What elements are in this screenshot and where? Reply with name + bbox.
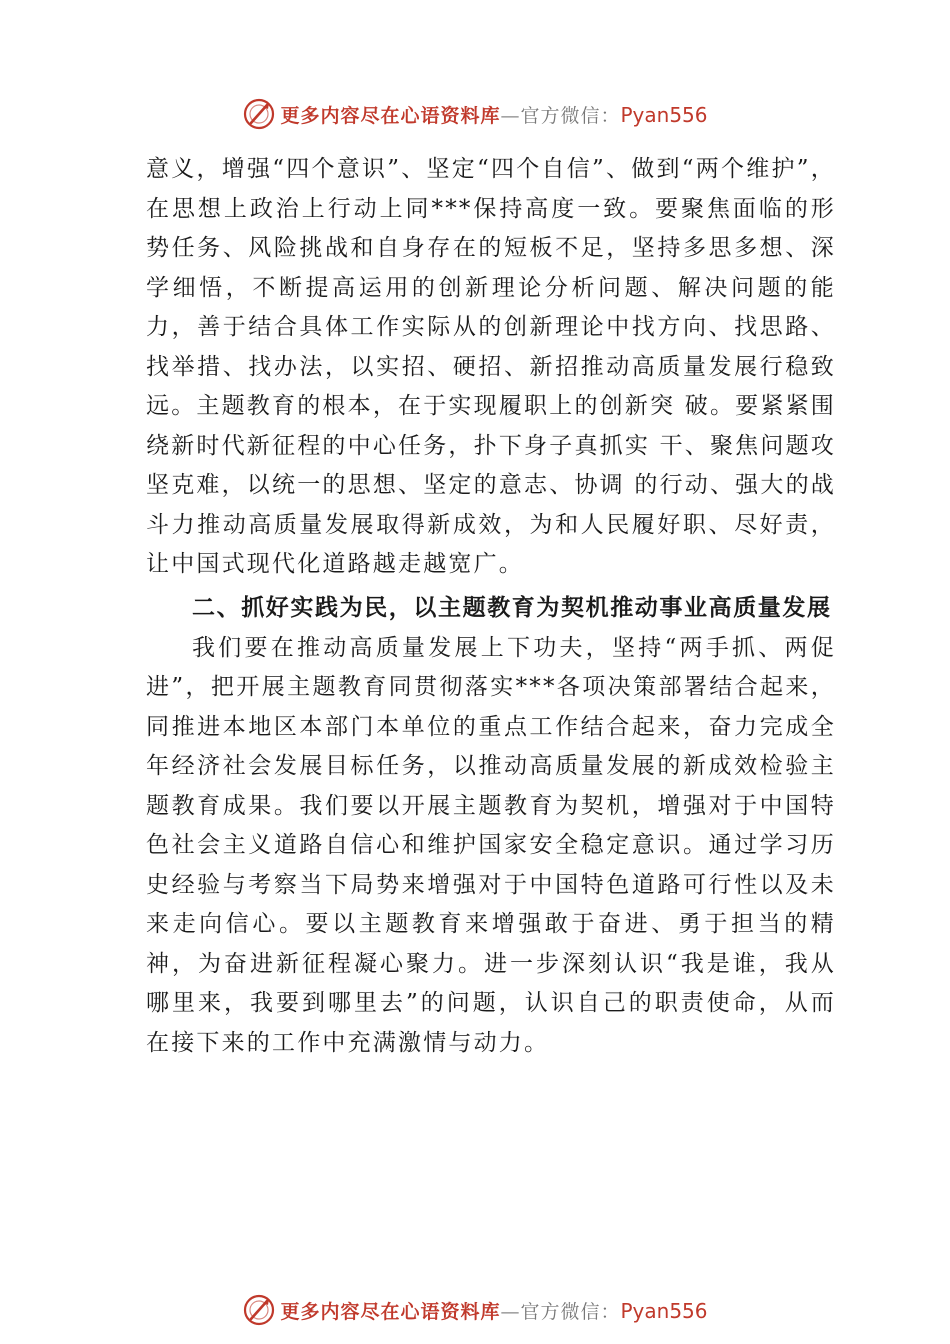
watermark-text	[280, 101, 707, 128]
watermark-text	[280, 1297, 707, 1324]
watermark-dash: —	[500, 104, 521, 127]
logo-icon	[242, 97, 276, 131]
document-body	[146, 150, 836, 1063]
watermark-id: Pyan556	[620, 1298, 708, 1323]
watermark-id: Pyan556	[620, 102, 708, 127]
header-watermark	[0, 94, 950, 134]
logo-icon	[242, 1293, 276, 1327]
paragraph-2: 我们要在推动高质量发展上下功夫，坚持“两手抓、两促进”，把开展主题教育同贯彻落实***各项决策部署结合起来，同推进本地区本部门本单位的重点工作结合起来，奋力完成全年经济社会发展目标任务，以推动高质量发展的新成效检验主题教育成果。我们要以开展主题教育为契机，增强对于中国特色社会主义道路自信心和维护国家安全稳定意识。通过学习历史经验与考察当下局势来增强对于中国特色道路可行性以及未来走向信心。要以主题教育来增强敢于奋进、勇于担当的精神，为奋进新征程凝心聚力。进一步深刻认识“我是谁，我从哪里来，我要到哪里去”的问题，认识自己的职责使命，从而在接下来的工作中充满激情与动力。	[146, 634, 836, 1056]
section-heading-2: 二、抓好实践为民，以主题教育为契机推动事业高质量发展	[192, 594, 832, 621]
paragraph-1: 意义，增强“四个意识”、坚定“四个自信”、做到“两个维护”，在思想上政治上行动上同***保持高度一致。要聚焦面临的形势任务、风险挑战和自身存在的短板不足，坚持多思多想、深学细悟，不断提高运用的创新理论分析问题、解决问题的能力，善于结合具体工作实际从的创新理论中找方向、找思路、找举措、找办法，以实招、硬招、新招推动高质量发展行稳致远。主题教育的根本，在于实现履职上的创新突 破。要紧紧围绕新时代新征程的中心任务，扑下身子真抓实 干、聚焦问题攻坚克难，以统一的思想、坚定的意志、协调 的行动、强大的战斗力推动高质量发展取得新成效，为和人民履好职、尽好责，让中国式现代化道路越走越宽广。	[146, 156, 836, 577]
watermark-sub: 官方微信：	[520, 104, 621, 127]
watermark-dash: —	[500, 1300, 521, 1323]
watermark-sub: 官方微信：	[520, 1300, 621, 1323]
watermark-main: 更多内容尽在心语资料库	[280, 104, 501, 127]
footer-watermark	[0, 1290, 950, 1330]
watermark-main: 更多内容尽在心语资料库	[280, 1300, 501, 1323]
